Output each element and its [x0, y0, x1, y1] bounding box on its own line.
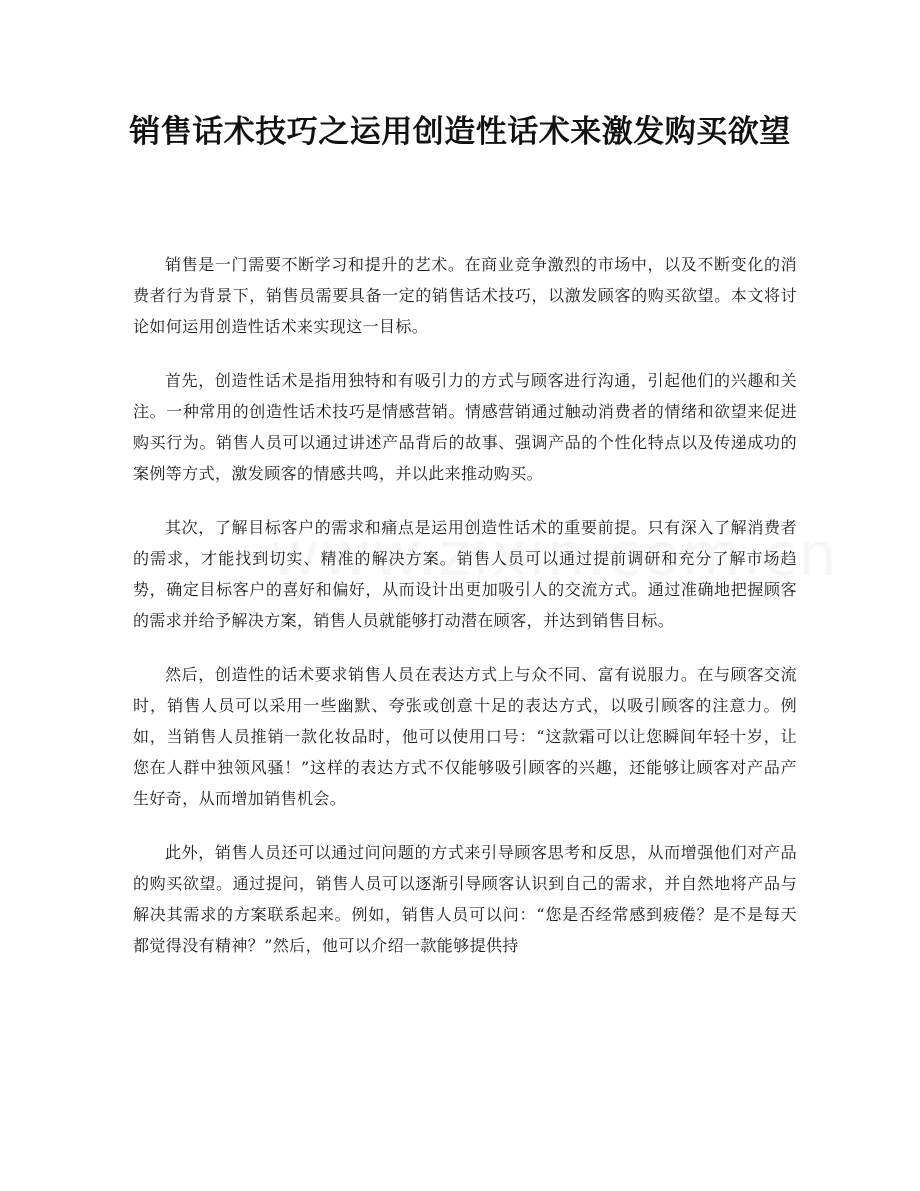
paragraph-2: 首先，创造性话术是指用独特和有吸引力的方式与顾客进行沟通，引起他们的兴趣和关注。一种常用的创造性话术技巧是情感营销。情感营销通过触动消费者的情绪和欲望来促进购买行为。销售人员可以通过讲述产品背后的故事、强调产品的个性化特点以及传递成功的案例等方式，激发顾客的情感共鸣，并以此来推动购买。 [133, 371, 797, 483]
paragraph-5: 此外，销售人员还可以通过问问题的方式来引导顾客思考和反思，从而增强他们对产品的购买欲望。通过提问，销售人员可以逐渐引导顾客认识到自己的需求，并自然地将产品与解决其需求的方案联系起来。例如，销售人员可以问：“您是否经常感到疲倦？是不是每天都觉得没有精神？”然后，他可以介绍一款能够提供持 [133, 843, 797, 955]
document-title: 销售话术技巧之运用创造性话术来激发购买欲望 [129, 114, 791, 150]
document-body [133, 249, 797, 984]
paragraph-1: 销售是一门需要不断学习和提升的艺术。在商业竞争激烈的市场中，以及不断变化的消费者行为背景下，销售员需要具备一定的销售话术技巧，以激发顾客的购买欲望。本文将讨论如何运用创造性话术来实现这一目标。 [133, 255, 797, 336]
paragraph-4: 然后，创造性的话术要求销售人员在表达方式上与众不同、富有说服力。在与顾客交流时，销售人员可以采用一些幽默、夸张或创意十足的表达方式，以吸引顾客的注意力。例如，当销售人员推销一款化妆品时，他可以使用口号：“这款霜可以让您瞬间年轻十岁，让您在人群中独领风骚！”这样的表达方式不仅能够吸引顾客的兴趣，还能够让顾客对产品产生好奇，从而增加销售机会。 [133, 665, 797, 808]
paragraph-3: 其次，了解目标客户的需求和痛点是运用创造性话术的重要前提。只有深入了解消费者的需求，才能找到切实、精准的解决方案。销售人员可以通过提前调研和充分了解市场趋势，确定目标客户的喜好和偏好，从而设计出更加吸引人的交流方式。通过准确地把握顾客的需求并给予解决方案，销售人员就能够打动潜在顾客，并达到销售目标。 [133, 518, 797, 630]
